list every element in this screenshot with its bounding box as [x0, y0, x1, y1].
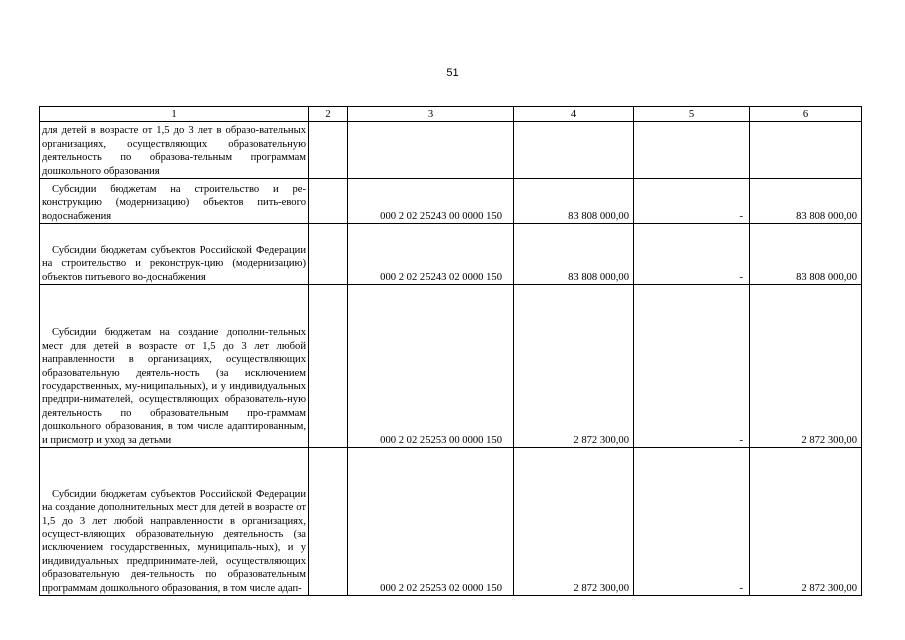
row-total: 83 808 000,00 — [750, 224, 862, 285]
row-approved: 83 808 000,00 — [514, 179, 634, 224]
row-approved: 2 872 300,00 — [514, 285, 634, 448]
row-total: 83 808 000,00 — [750, 179, 862, 224]
row-description: Субсидии бюджетам субъектов Российской Федерации на строительство и реконструк-цию (модернизацию) объектов питьевого во-доснабжения — [42, 244, 306, 283]
budget-table — [39, 106, 862, 596]
header-cell-5: 5 — [634, 107, 750, 122]
row-change: - — [634, 285, 750, 448]
row-approved: 2 872 300,00 — [514, 448, 634, 596]
row-description-wrap — [40, 224, 309, 285]
row-description-wrap — [40, 285, 309, 448]
row-approved — [514, 122, 634, 179]
header-cell-1: 1 — [40, 107, 309, 122]
row-total: 2 872 300,00 — [750, 285, 862, 448]
row-code: 000 2 02 25253 02 0000 150 — [348, 448, 514, 596]
table-row — [40, 448, 862, 596]
table-row — [40, 122, 862, 179]
row-code: 000 2 02 25253 00 0000 150 — [348, 285, 514, 448]
table-header-row — [40, 107, 862, 122]
row-change: - — [634, 448, 750, 596]
table-row — [40, 179, 862, 224]
row-description-wrap — [40, 179, 309, 224]
header-cell-3: 3 — [348, 107, 514, 122]
header-cell-6: 6 — [750, 107, 862, 122]
page-number: 51 — [446, 67, 459, 79]
row-description: Субсидии бюджетам субъектов Российской Федерации на создание дополнительных мест для детей в возрасте от 1,5 до 3 лет любой направленности в организациях, осущест-вляющих образовательную деятельность (за исключением государственных, муниципаль-ных), и у индивидуальных предпринимате-лей, осуществляющих образовательную дея-тельность по образовательным программам дошкольного образования, в том числе адап- — [42, 488, 306, 594]
row-approved: 83 808 000,00 — [514, 224, 634, 285]
row-description: Субсидии бюджетам на строительство и ре-конструкцию (модернизацию) объектов пить-евого водоснабжения — [42, 183, 306, 222]
row-col2 — [309, 285, 348, 448]
row-description-wrap — [40, 448, 309, 596]
row-description: для детей в возрасте от 1,5 до 3 лет в образо-вательных организациях, осуществляющих образовательную деятельность по образова-тельным программам дошкольного образования — [40, 122, 309, 179]
row-change — [634, 122, 750, 179]
row-code: 000 2 02 25243 02 0000 150 — [348, 224, 514, 285]
row-col2 — [309, 122, 348, 179]
table-row — [40, 224, 862, 285]
header-cell-2: 2 — [309, 107, 348, 122]
table-row — [40, 285, 862, 448]
row-code: 000 2 02 25243 00 0000 150 — [348, 179, 514, 224]
row-code — [348, 122, 514, 179]
row-total: 2 872 300,00 — [750, 448, 862, 596]
row-total — [750, 122, 862, 179]
header-cell-4: 4 — [514, 107, 634, 122]
row-col2 — [309, 448, 348, 596]
row-change: - — [634, 179, 750, 224]
row-col2 — [309, 224, 348, 285]
row-description: Субсидии бюджетам на создание дополни-тельных мест для детей в возрасте от 1,5 до 3 лет любой направленности в организациях, осуществляющих образовательную деятель-ность (за исключением государственных, му-ниципальных), и у индивидуальных предпри-нимателей, осуществляющих образователь-ную деятельность по образовательным про-граммам дошкольного образования, в том числе адаптированным, и присмотр и уход за детьми — [42, 327, 306, 446]
row-change: - — [634, 224, 750, 285]
row-col2 — [309, 179, 348, 224]
